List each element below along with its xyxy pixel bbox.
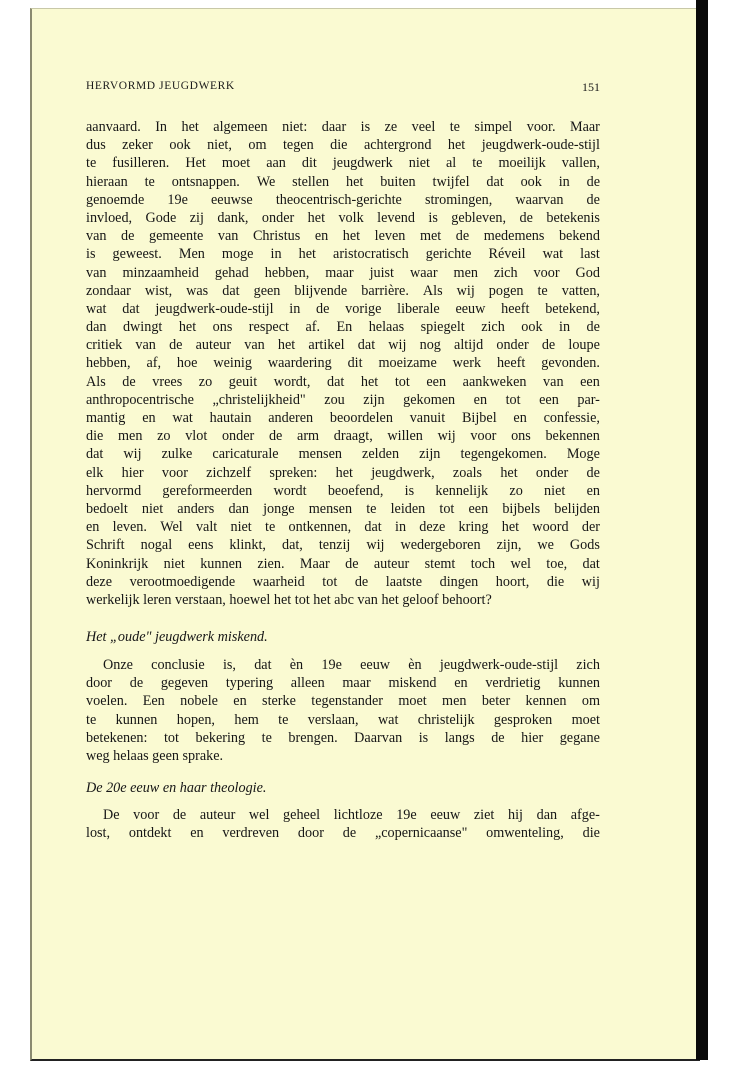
text-line: deze verootmoedigende waarheid tot de laatste dingen hoort, die wij	[86, 573, 600, 590]
text-line: van de gemeente van Christus en het leven met de medemens bekend	[86, 228, 600, 245]
text-line: zondaar wist, was dat geen blijvende barrière. Als wij pogen te vatten,	[86, 282, 600, 299]
text-line: anthropocentrische „christelijkheid" zou zijn gekomen en tot een par-	[86, 391, 600, 408]
text-line: dan dwingt het ons respect af. En helaas spiegelt zich ook in de	[86, 319, 600, 336]
running-head: HERVORMD JEUGDWERK	[86, 80, 235, 92]
text-line: lost, ontdekt en verdreven door de „copernicaanse" omwenteling, die	[86, 825, 600, 842]
text-line: betekenen: tot bekering te brengen. Daarvan is langs de hier gegane	[86, 729, 600, 746]
text-line: Koninkrijk niet kunnen zien. Maar de auteur stemt toch wel toe, dat	[86, 555, 600, 572]
text-line: De voor de auteur wel geheel lichtloze 19e eeuw ziet hij dan afge-	[103, 807, 600, 824]
text-line: genoemde 19e eeuwse theocentrisch-gerichte stromingen, waarvan de	[86, 191, 600, 208]
text-line: van minzaamheid gehad hebben, maar juist waar men zich voor God	[86, 264, 600, 281]
paragraph-1	[86, 118, 600, 609]
text-line: elk hier voor zichzelf spreken: het jeugdwerk, zoals het onder de	[86, 464, 600, 481]
text-line: weg helaas geen sprake.	[86, 748, 224, 764]
text-line: hervormd gereformeerden wordt beoefend, is kennelijk zo niet en	[86, 482, 600, 499]
text-line: werkelijk leren verstaan, hoewel het tot het abc van het geloof behoort?	[86, 591, 492, 608]
page-body	[86, 118, 600, 843]
text-line: bedoelt niet anders dan jonge mensen te leiden tot een bijbels belijden	[86, 500, 600, 517]
text-line: wat dat jeugdwerk-oude-stijl in de vorige liberale eeuw heeft betekend,	[86, 300, 600, 317]
section-heading-2: De 20e eeuw en haar theologie.	[86, 780, 267, 797]
text-line: en leven. Wel valt niet te ontkennen, dat in deze kring het woord der	[86, 519, 600, 536]
text-line: die men zo vlot onder de arm draagt, willen wij voor ons bekennen	[86, 428, 600, 445]
text-line: dus zeker ook niet, om tegen die achtergrond het jeugdwerk-oude-stijl	[86, 137, 600, 154]
text-line: door de gegeven typering alleen maar miskend en verdrietig kunnen	[86, 675, 600, 692]
text-line: Als de vrees zo geuit wordt, dat het tot een aankweken van een	[86, 373, 600, 390]
text-line: hieraan te ontsnappen. We stellen het buiten twijfel dat ook in de	[86, 173, 600, 190]
text-line: aanvaard. In het algemeen niet: daar is ze veel te simpel voor. Maar	[86, 119, 600, 135]
text-line: te fusilleren. Het moet aan dit jeugdwerk niet al te moeilijk vallen,	[86, 155, 600, 172]
text-line: Schrift nogal eens klinkt, dat, tenzij wij wedergeboren zijn, we Gods	[86, 537, 600, 554]
section-2-text	[86, 806, 600, 842]
text-line: is geweest. Men moge in het aristocratisch gerichte Réveil wat last	[86, 246, 600, 263]
text-line: critiek van de auteur van het artikel dat wij nog altijd onder de loupe	[86, 337, 600, 354]
section-heading-1: Het „oude" jeugdwerk miskend.	[86, 629, 268, 646]
page-header	[86, 80, 600, 98]
text-line: te kunnen hopen, hem te verslaan, wat christelijk gesproken moet	[86, 711, 600, 728]
text-line: invloed, Gode zij dank, onder het volk levend is gebleven, de betekenis	[86, 209, 600, 226]
text-line: dat wij zulke caricaturale mensen zelden zijn tegengekomen. Moge	[86, 446, 600, 463]
text-line: voelen. Een nobele en sterke tegenstander moet men beter kennen om	[86, 693, 600, 710]
text-line: hebben, af, hoe weinig waardering dit moeizame werk heeft gevonden.	[86, 355, 600, 372]
page-edge-shadow	[696, 0, 708, 1060]
section-1-text	[86, 656, 600, 765]
page-number: 151	[582, 80, 600, 94]
text-line: mantig en wat hautain anderen beoordelen vanuit Bijbel en confessie,	[86, 410, 600, 426]
text-line: Onze conclusie is, dat èn 19e eeuw èn jeugdwerk-oude-stijl zich	[103, 657, 600, 674]
